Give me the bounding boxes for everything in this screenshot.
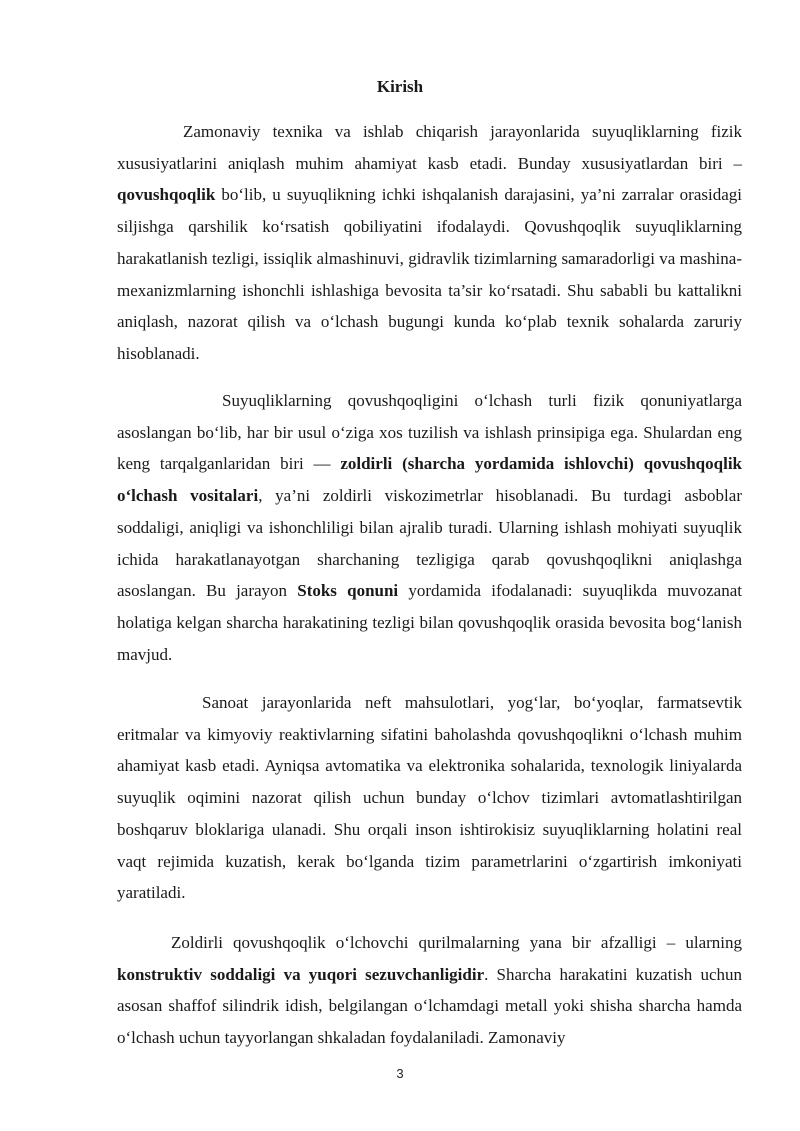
term-qovushqoqlik: qovushqoqlik	[117, 185, 216, 205]
paragraph-2	[117, 385, 742, 670]
page-title: Kirish	[376, 77, 424, 96]
page-number: 3	[396, 1066, 404, 1081]
paragraph-1-text: Zamonaviy texnika va ishlab chiqarish jarayonlarida suyuqliklarning fizik xususiyatlarini aniqlash muhim ahamiyat kasb etadi. Bunday xususiyatlardan biri –	[117, 122, 742, 173]
paragraph-2-text-end: yordamida ifodalanadi: suyuqlikda muvozanat holatiga kelgan sharcha harakatining tezligi bilan qovushqoqlik orasida bevosita bog‘lanish mavjud.	[117, 581, 742, 664]
term-stoks-qonuni: Stoks qonuni	[297, 581, 399, 601]
paragraph-2-text: Suyuqliklarning qovushqoqligini o‘lchash turli fizik qonuniyatlarga asoslangan bo‘lib, har bir usul o‘ziga xos tuzilish va ishlash prinsipiga ega. Shulardan eng keng tarqalganlaridan biri —	[117, 391, 742, 474]
paragraph-1-text-cont: bo‘lib, u suyuqlikning ichki ishqalanish darajasini, ya’ni zarralar orasidagi siljishga qarshilik ko‘rsatish qobiliyatini ifodalaydi. Qovushqoqlik suyuqliklarning harakatlanish tezligi, issiqlik almashinuvi, gidravlik tizimlarning samaradorligi va mashina-mexanizmlarning ishonchli ishlashiga bevosita ta’sir ko‘rsatadi. Shu sababli bu kattalikni aniqlash, nazorat qilish va o‘lchash bugungi kunda ko‘plab texnik sohalarda zaruriy hisoblanadi.	[117, 185, 742, 363]
term-zoldirli-vositalar: zoldirli (sharcha yordamida ishlovchi) qovushqoqlik o‘lchash vositalari	[117, 454, 742, 506]
paragraph-3	[117, 687, 742, 909]
paragraph-3-text: Sanoat jarayonlarida neft mahsulotlari, yog‘lar, bo‘yoqlar, farmatsevtik eritmalar va kimyoviy reaktivlarning sifatini baholashda qovushqoqlikni o‘lchash muhim ahamiyat kasb etadi. Ayniqsa avtomatika va elektronika sohalarida, texnologik liniyalarda suyuqlik oqimini nazorat qilish uchun bunday o‘lchov tizimlari avtomatlashtirilgan boshqaruv bloklariga ulanadi. Shu orqali inson ishtirokisiz suyuqliklarning holatini real vaqt rejimida kuzatish, kerak bo‘lganda tizim parametrlarini o‘zgartirish imkoniyati yaratiladi.	[117, 693, 742, 903]
paragraph-4-text-cont: . Sharcha harakatini kuzatish uchun asosan shaffof silindrik idish, belgilangan o‘lchamdagi metall yoki shisha sharcha hamda o‘lchash uchun tayyorlangan shkaladan foydalaniladi. Zamonaviy	[117, 964, 743, 1048]
paragraph-4	[117, 927, 742, 1054]
term-konstruktiv-soddaligi: konstruktiv soddaligi va yuqori sezuvchanligidir	[117, 964, 485, 984]
paragraph-2-text-cont: , ya’ni zoldirli viskozimetrlar hisoblanadi. Bu turdagi asboblar soddaligi, aniqligi va ishonchliligi bilan ajralib turadi. Ularning ishlash mohiyati suyuqlik ichida harakatlanayotgan sharchaning tezligiga qarab qovushqoqlikni aniqlashga asoslangan. Bu jarayon	[117, 486, 742, 601]
paragraph-4-text: Zoldirli qovushqoqlik o‘lchovchi qurilmalarning yana bir afzalligi – ularning	[171, 933, 742, 952]
paragraph-1	[117, 116, 742, 370]
